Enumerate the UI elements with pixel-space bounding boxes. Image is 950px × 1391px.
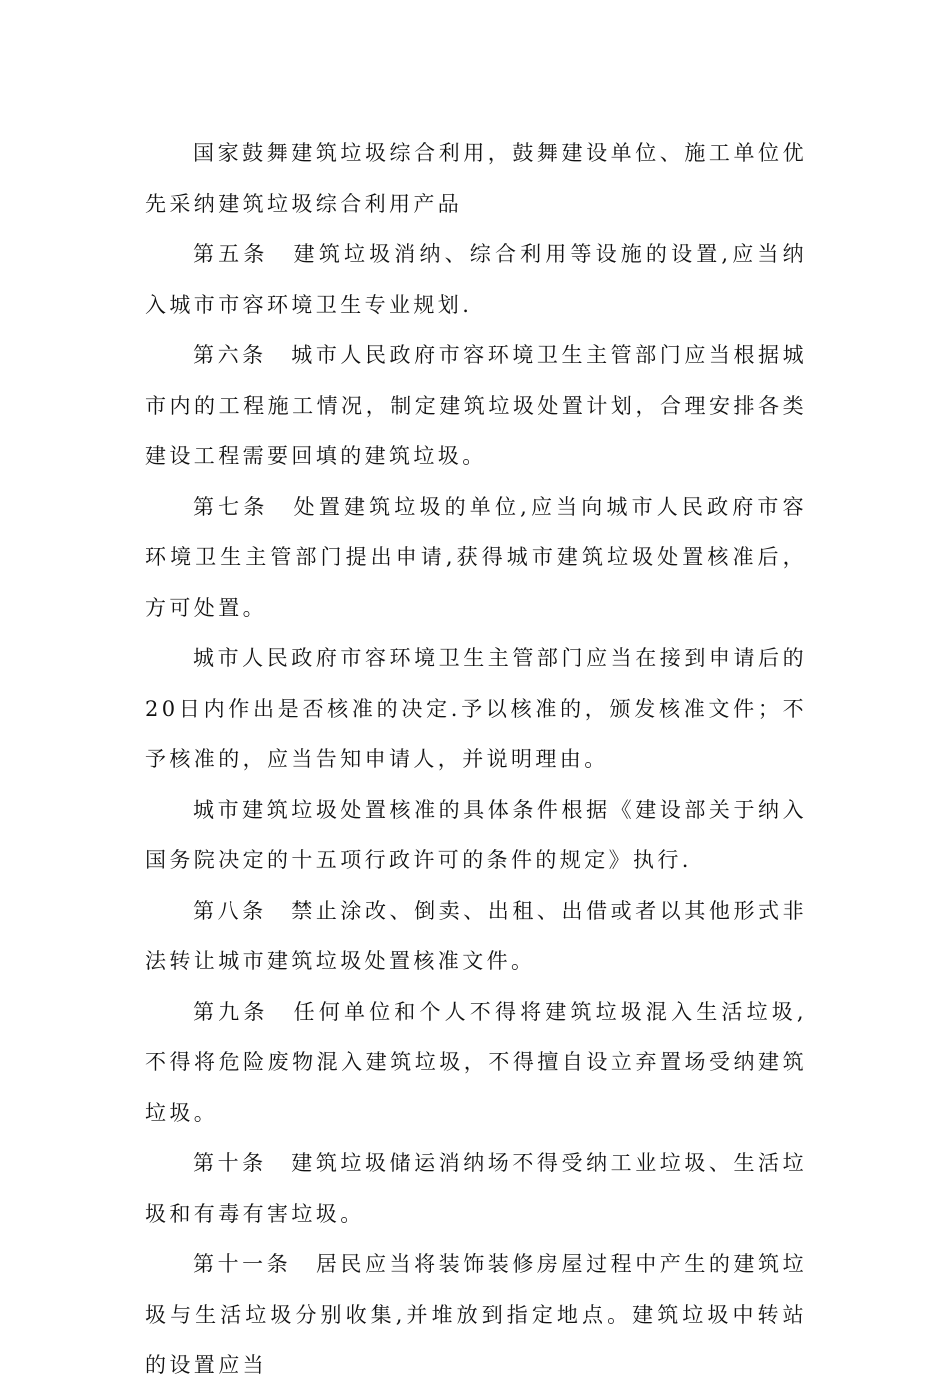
paragraph-1: 国家鼓舞建筑垃圾综合利用，鼓舞建设单位、施工单位优先采纳建筑垃圾综合利用产品 bbox=[145, 141, 807, 216]
paragraph-approval-conditions: 城市建筑垃圾处置核准的具体条件根据《建设部关于纳入国务院决定的十五项行政许可的条件的规定》执行. bbox=[145, 797, 807, 872]
paragraph-article-8: 第八条 禁止涂改、倒卖、出租、出借或者以其他形式非法转让城市建筑垃圾处置核准文件。 bbox=[145, 898, 807, 973]
paragraph-article-7: 第七条 处置建筑垃圾的单位,应当向城市人民政府市容环境卫生主管部门提出申请,获得城市建筑垃圾处置核准后，方可处置。 bbox=[145, 494, 807, 620]
paragraph-article-5: 第五条 建筑垃圾消纳、综合利用等设施的设置,应当纳入城市市容环境卫生专业规划. bbox=[145, 242, 807, 317]
paragraph-article-10: 第十条 建筑垃圾储运消纳场不得受纳工业垃圾、生活垃圾和有毒有害垃圾。 bbox=[145, 1151, 807, 1226]
paragraph-article-6: 第六条 城市人民政府市容环境卫生主管部门应当根据城市内的工程施工情况，制定建筑垃圾处置计划，合理安排各类建设工程需要回填的建筑垃圾。 bbox=[145, 343, 807, 468]
document-body bbox=[145, 128, 807, 1391]
paragraph-article-9: 第九条 任何单位和个人不得将建筑垃圾混入生活垃圾,不得将危险废物混入建筑垃圾，不得擅自设立弃置场受纳建筑垃圾。 bbox=[145, 999, 807, 1125]
paragraph-article-11: 第十一条 居民应当将装饰装修房屋过程中产生的建筑垃圾与生活垃圾分别收集,并堆放到指定地点。建筑垃圾中转站的设置应当 bbox=[145, 1252, 807, 1377]
paragraph-approval-deadline: 城市人民政府市容环境卫生主管部门应当在接到申请后的20日内作出是否核准的决定.予以核准的，颁发核准文件；不予核准的，应当告知申请人，并说明理由。 bbox=[145, 646, 807, 771]
